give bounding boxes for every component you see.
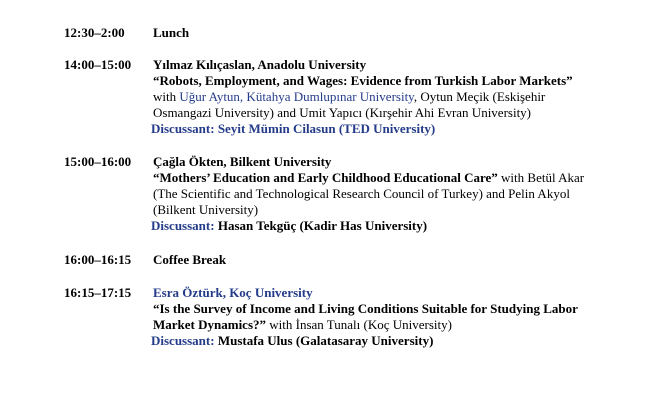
presenter: Esra Öztürk, Koç University xyxy=(153,285,313,300)
session-content xyxy=(153,252,633,268)
session-time: 15:00–16:00 xyxy=(64,154,132,169)
session-title: Coffee Break xyxy=(153,252,227,267)
discussant-line xyxy=(151,218,631,234)
coauthors: with İnsan Tunalı (Koç University) xyxy=(266,317,452,332)
coauthors-rest: , Oytun Meçik (Eskişehir xyxy=(413,89,546,104)
discussant-label: Discussant: xyxy=(151,121,215,136)
coauthors-line-2: (The Scientific and Technological Research Council of Turkey) and Pelin Akyol xyxy=(153,186,570,201)
coauthors-line-3: (Bilkent University) xyxy=(153,202,259,217)
session-content xyxy=(153,57,633,137)
session-time: 16:15–17:15 xyxy=(64,285,132,300)
discussant-label: Discussant: xyxy=(151,218,215,233)
discussant-name: Seyit Mümin Cilasun (TED University) xyxy=(214,121,436,136)
presenter: Çağla Ökten, Bilkent University xyxy=(153,154,332,169)
paper-line-1 xyxy=(153,170,633,186)
paper-line-2 xyxy=(153,317,633,333)
session-time: 16:00–16:15 xyxy=(64,252,132,267)
session-content xyxy=(153,285,633,349)
discussant-label: Discussant: xyxy=(151,333,215,348)
coauthor-highlight: Uğur Aytun, Kütahya Dumlupınar University xyxy=(179,89,414,104)
paper-title: “Mothers’ Education and Early Childhood Educational Care” xyxy=(153,170,498,185)
presenter: Yılmaz Kılıçaslan, Anadolu University xyxy=(153,57,367,72)
discussant-name: Mustafa Ulus (Galatasaray University) xyxy=(214,333,434,348)
paper-line-1: “Is the Survey of Income and Living Conditions Suitable for Studying Labor xyxy=(153,301,578,316)
session-title: Lunch xyxy=(153,25,190,40)
paper-title: “Robots, Employment, and Wages: Evidence from Turkish Labor Markets” xyxy=(153,73,573,88)
discussant-name: Hasan Tekgüç (Kadir Has University) xyxy=(214,218,428,233)
paper-title-end: Market Dynamics?” xyxy=(153,317,267,332)
discussant-line xyxy=(151,121,631,137)
session-content xyxy=(153,25,633,41)
coauthors: with Betül Akar xyxy=(497,170,585,185)
coauthors-line-1 xyxy=(153,89,633,105)
discussant-line xyxy=(151,333,631,349)
session-content xyxy=(153,154,633,234)
session-time: 14:00–15:00 xyxy=(64,57,132,72)
coauthors-line-2: Osmangazi University) and Umit Yapıcı (Kırşehir Ahi Evran University) xyxy=(153,105,532,120)
session-time: 12:30–2:00 xyxy=(64,25,125,40)
coauthors-prefix: with xyxy=(153,89,180,104)
